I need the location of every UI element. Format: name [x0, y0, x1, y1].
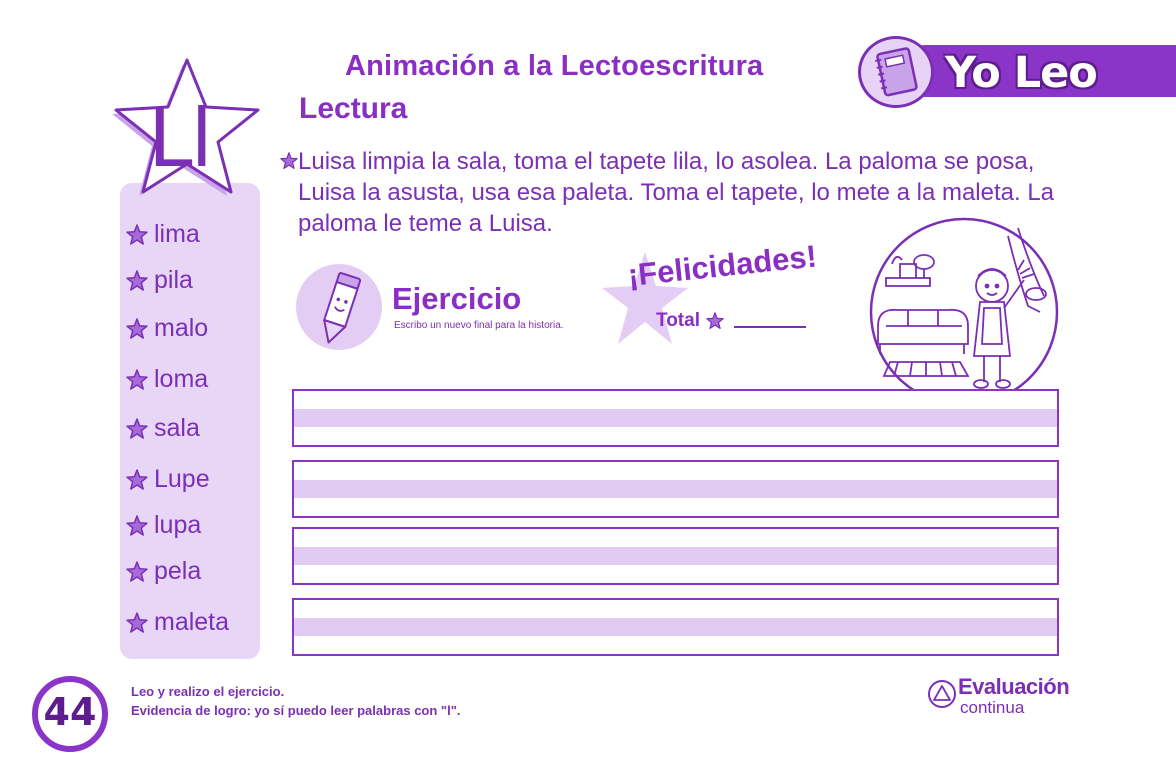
total-blank[interactable]: [734, 314, 806, 328]
word-item: [126, 220, 200, 249]
star-bullet-icon: [706, 312, 724, 330]
brand-badge: [858, 36, 934, 108]
featured-letter: Ll: [148, 92, 211, 185]
star-bullet-icon: [126, 224, 148, 246]
congrats-title: ¡Felicidades!: [626, 238, 819, 294]
total-label: Total: [656, 310, 700, 331]
word-label: loma: [154, 365, 209, 393]
word-label: maleta: [154, 608, 230, 636]
page-number: 44: [43, 690, 97, 734]
word-label: pela: [154, 557, 202, 585]
word-label: lima: [154, 220, 200, 248]
instruction-text: Leo y realizo el ejercicio.: [131, 684, 285, 699]
word-item: [126, 465, 210, 494]
reading-passage: Luisa limpia la sala, toma el tapete lila, lo asolea. La paloma se posa, Luisa la asusta, usa esa paleta. Toma el tapete, lo mete a la maleta. La paloma le teme a Luisa.: [298, 148, 1055, 237]
exercise-description: Escribo un nuevo final para la historia.: [394, 320, 564, 331]
word-label: lupa: [154, 511, 202, 539]
word-item: [126, 511, 201, 540]
writing-line[interactable]: [292, 389, 1059, 447]
word-item: [126, 266, 193, 295]
word-label: pila: [154, 266, 193, 294]
star-bullet-icon: [126, 318, 148, 340]
star-bullet-icon: [126, 469, 148, 491]
writing-line[interactable]: [292, 598, 1059, 656]
pencil-icon: [296, 264, 382, 350]
evidence-text: Evidencia de logro: yo sí puedo leer palabras con "l".: [131, 703, 461, 718]
brand-label: Yo Leo: [945, 48, 1097, 98]
total-field: [656, 310, 806, 332]
writing-line[interactable]: [292, 527, 1059, 585]
word-label: sala: [154, 414, 200, 442]
star-bullet-icon: [126, 515, 148, 537]
word-label: malo: [154, 314, 209, 342]
exercise-title: Ejercicio: [392, 281, 522, 316]
star-bullet-icon: [126, 561, 148, 583]
page-title: Animación a la Lectoescritura: [345, 50, 764, 82]
evaluation-title: Evaluación: [958, 674, 1070, 699]
word-item: [126, 314, 208, 343]
notebook-icon: [861, 39, 931, 105]
star-bullet-icon: [126, 369, 148, 391]
word-item: [126, 608, 229, 637]
word-label: Lupe: [154, 465, 210, 493]
evaluation-icon: [926, 678, 958, 710]
word-item: [126, 365, 208, 394]
star-bullet-icon: [126, 270, 148, 292]
star-bullet-icon: [126, 418, 148, 440]
word-item: [126, 557, 201, 586]
girl-cleaning-illustration: [868, 216, 1060, 408]
star-bullet-icon: [280, 152, 298, 170]
star-bullet-icon: [126, 612, 148, 634]
section-title: Lectura: [299, 92, 408, 125]
writing-line[interactable]: [292, 460, 1059, 518]
exercise-badge: [296, 264, 382, 350]
evaluation-subtitle: continua: [960, 698, 1025, 717]
word-item: [126, 414, 200, 443]
